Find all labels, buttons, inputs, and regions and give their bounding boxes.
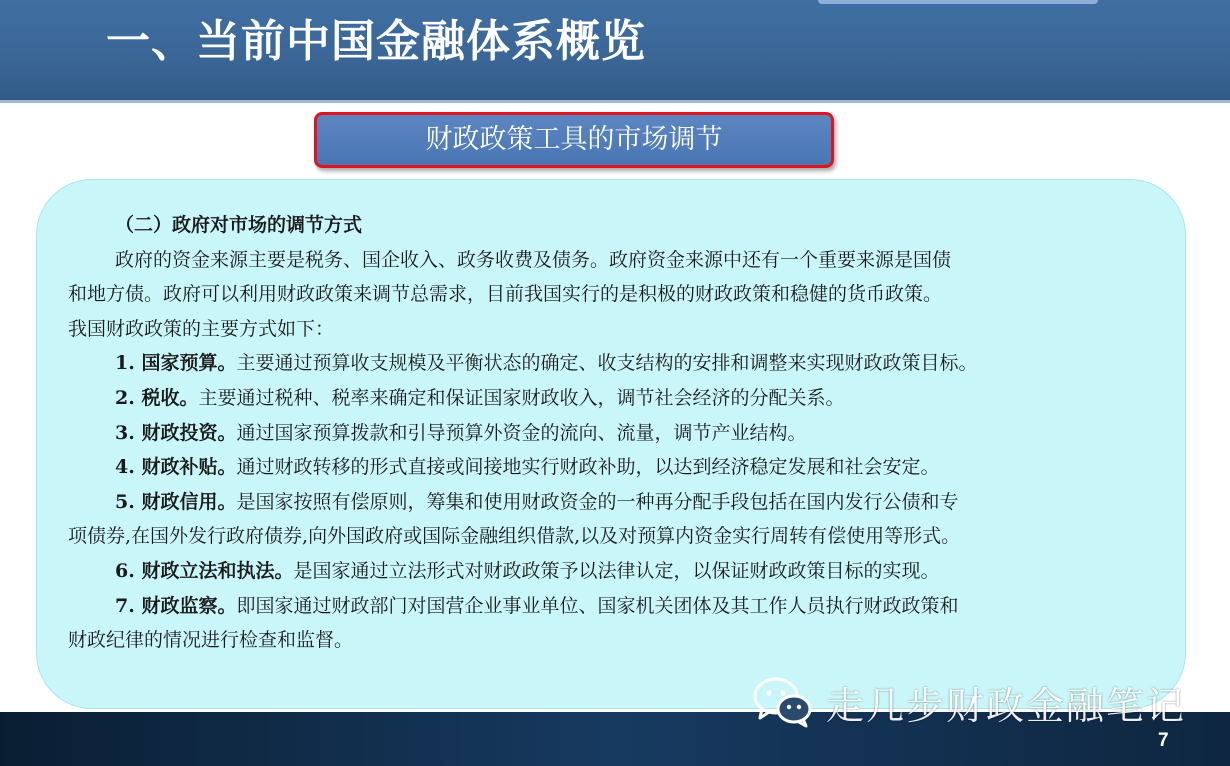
watermark-text: 走几步财政金融笔记: [826, 683, 1187, 728]
list-item-supervision-continued: 财政纪律的情况进行检查和监督。: [68, 629, 354, 652]
content-heading: （二）政府对市场的调节方式: [115, 214, 363, 236]
content-body: [68, 208, 1178, 658]
list-item-head: 5. 财政信用。: [115, 490, 237, 513]
list-item-tax: [68, 381, 1178, 416]
list-item-text: 通过国家预算拨款和引导预算外资金的流向、流量，调节产业结构。: [236, 421, 807, 444]
list-item-text: 是国家通过立法形式对财政政策予以法律认定，以保证财政政策目标的实现。: [293, 559, 940, 582]
watermark: [752, 672, 1186, 732]
list-item-head: 7. 财政监察。: [115, 594, 237, 617]
list-item-budget: [68, 346, 1178, 381]
wechat-icon: [752, 676, 814, 728]
list-item-text: 是国家按照有偿原则，筹集和使用财政资金的一种再分配手段包括在国内发行公债和专: [236, 490, 959, 513]
list-item-head: 2. 税收。: [115, 386, 199, 409]
list-item-text: 通过财政转移的形式直接或间接地实行财政补助，以达到经济稳定发展和社会安定。: [236, 456, 940, 479]
list-item-credit-continued: 项债券,在国外发行政府债券,向外国政府或国际金融组织借款,以及对预算内资金实行周转有偿使用等形式。: [68, 525, 961, 548]
list-item-legislation: [68, 554, 1178, 589]
list-item-supervision: [68, 589, 1178, 624]
intro-line-3: 我国财政政策的主要方式如下：: [68, 317, 335, 340]
page-number: 7: [1158, 730, 1169, 751]
list-item-subsidy: [68, 450, 1178, 485]
list-item-credit: [68, 485, 1178, 520]
header-divider: [0, 100, 1230, 103]
list-item-investment: [68, 416, 1178, 451]
header-bar: [0, 0, 1230, 100]
header-tab-accent: [818, 0, 1098, 4]
page-title: 一、当前中国金融体系概览: [106, 16, 646, 67]
list-item-head: 1. 国家预算。: [115, 352, 237, 375]
list-item-text: 主要通过税种、税率来确定和保证国家财政收入，调节社会经济的分配关系。: [198, 386, 845, 409]
list-item-text: 主要通过预算收支规模及平衡状态的确定、收支结构的安排和调整来实现财政政策目标。: [236, 352, 978, 375]
list-item-head: 3. 财政投资。: [115, 421, 237, 444]
intro-line-1: 政府的资金来源主要是税务、国企收入、政务收费及债务。政府资金来源中还有一个重要来源是国债: [115, 248, 952, 271]
section-title-box: 财政政策工具的市场调节: [314, 112, 834, 168]
intro-line-2: 和地方债。政府可以利用财政政策来调节总需求，目前我国实行的是积极的财政政策和稳健的货币政策。: [68, 283, 943, 306]
list-item-text: 即国家通过财政部门对国营企业事业单位、国家机关团体及其工作人员执行财政政策和: [236, 594, 959, 617]
list-item-head: 4. 财政补贴。: [115, 456, 237, 479]
list-item-head: 6. 财政立法和执法。: [115, 559, 294, 582]
